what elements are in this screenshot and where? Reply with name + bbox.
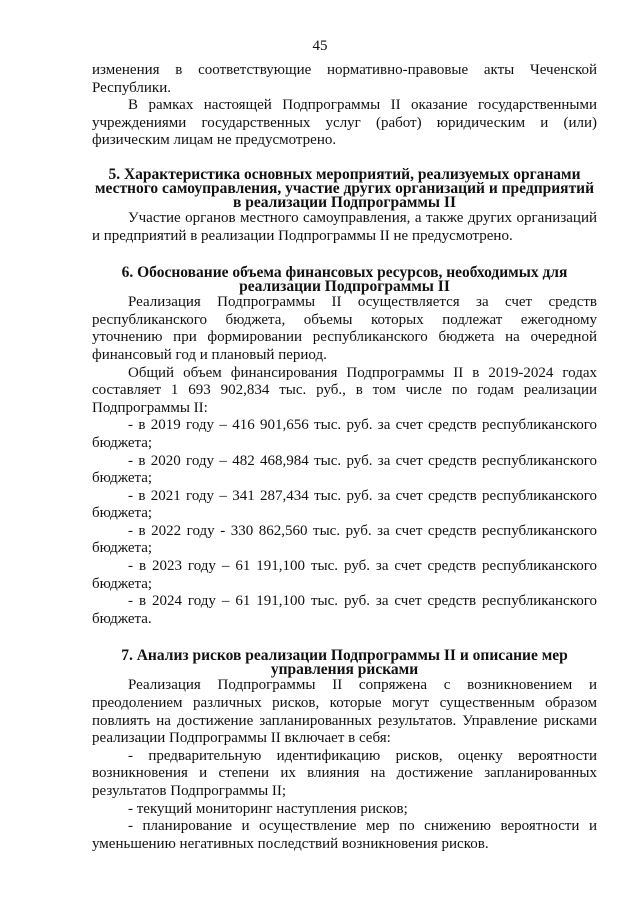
page-content <box>92 62 597 853</box>
paragraph: Реализация Подпрограммы II сопряжена с возникновением и преодолением различных рисков, которые могут существенным образом повлиять на достижение запланированных результатов. Управление рисками реализации Подпрограммы II включает в себя: <box>92 677 597 747</box>
paragraph: Общий объем финансирования Подпрограммы II в 2019-2024 годах составляет 1 693 902,834 тыс. руб., в том числе по годам реализации Подпрограммы II: <box>92 364 597 416</box>
paragraph: Участие органов местного самоуправления, а также других организаций и предприятий в реализации Подпрограммы II не предусмотрено. <box>92 209 597 244</box>
section-5-heading: 5. Характеристика основных мероприятий, реализуемых органами местного самоуправления, участие других организаций и предприятий в реализации Подпрограммы II <box>94 165 595 211</box>
list-item: - в 2022 году - 330 862,560 тыс. руб. за счет средств республиканского бюджета; <box>92 522 597 557</box>
section-6-heading: 6. Обоснование объема финансовых ресурсов, необходимых для реализации Подпрограммы II <box>121 264 568 296</box>
list-item: - в 2023 году – 61 191,100 тыс. руб. за счет средств республиканского бюджета; <box>92 558 597 592</box>
list-item: - текущий мониторинг наступления рисков; <box>128 800 408 817</box>
list-item: - в 2021 году – 341 287,434 тыс. руб. за счет средств республиканского бюджета; <box>92 487 597 522</box>
page-number: 45 <box>312 38 328 54</box>
paragraph: В рамках настоящей Подпрограммы II оказание государственными учреждениями государственных услуг (работ) юридическим и (или) физическим лицам не предусмотрено. <box>92 97 597 149</box>
list-item: - в 2024 году – 61 191,100 тыс. руб. за счет средств республиканского бюджета. <box>92 593 597 627</box>
list-item: - в 2019 году – 416 901,656 тыс. руб. за счет средств республиканского бюджета; <box>92 417 597 451</box>
list-item: - в 2020 году – 482 468,984 тыс. руб. за счет средств республиканского бюджета; <box>92 452 597 487</box>
list-item: - предварительную идентификацию рисков, оценку вероятности возникновения и степени их влияния на достижение запланированных результатов Подпрограммы II; <box>92 747 597 799</box>
paragraph: изменения в соответствующие нормативно-правовые акты Чеченской Республики. <box>92 62 597 96</box>
paragraph: Реализация Подпрограммы II осуществляется за счет средств республиканского бюджета, объемы которых подлежат ежегодному уточнению при формировании республиканского бюджета на очередной финансовый год и плановый период. <box>92 294 597 363</box>
section-7-heading: 7. Анализ рисков реализации Подпрограммы II и описание мер управления рисками <box>121 647 568 679</box>
list-item: - планирование и осуществление мер по снижению вероятности и уменьшению негативных последствий возникновения рисков. <box>92 818 597 852</box>
